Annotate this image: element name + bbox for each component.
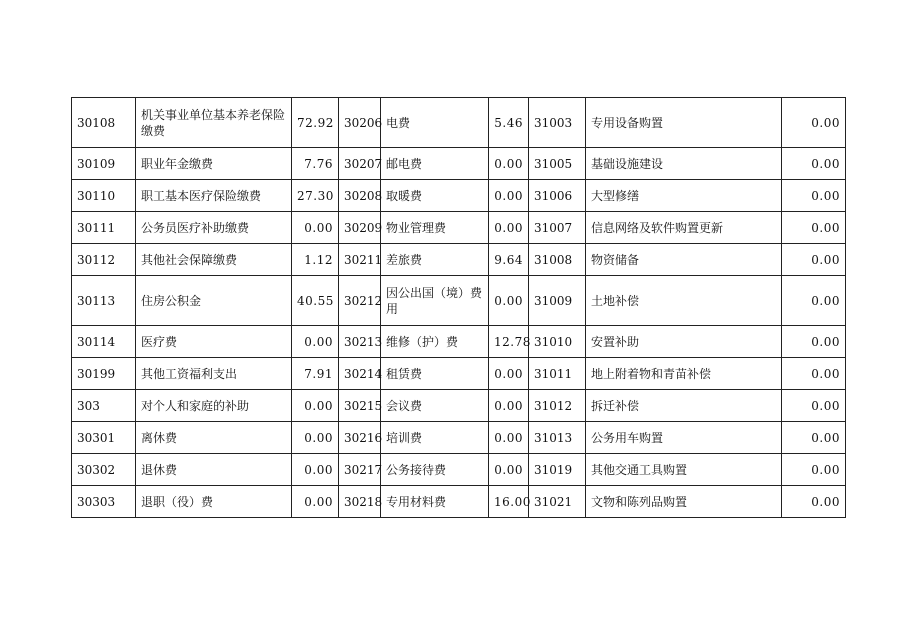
code-cell: 31009 [529, 276, 586, 326]
table-row [72, 180, 846, 212]
amount-cell: 0.00 [782, 148, 846, 180]
code-cell: 31003 [529, 98, 586, 148]
amount-cell: 0.00 [782, 276, 846, 326]
amount-cell: 0.00 [489, 358, 529, 390]
name-cell: 基础设施建设 [586, 148, 782, 180]
code-cell: 30214 [339, 358, 381, 390]
code-cell: 30111 [72, 212, 136, 244]
name-cell: 退休费 [136, 454, 292, 486]
code-cell: 31012 [529, 390, 586, 422]
code-cell: 31011 [529, 358, 586, 390]
name-cell: 取暖费 [381, 180, 489, 212]
code-cell: 30108 [72, 98, 136, 148]
amount-cell: 0.00 [782, 180, 846, 212]
name-cell: 培训费 [381, 422, 489, 454]
amount-cell: 0.00 [292, 212, 339, 244]
code-cell: 30216 [339, 422, 381, 454]
name-cell: 专用材料费 [381, 486, 489, 518]
name-cell: 公务接待费 [381, 454, 489, 486]
code-cell: 30113 [72, 276, 136, 326]
amount-cell: 0.00 [489, 148, 529, 180]
code-cell: 30217 [339, 454, 381, 486]
amount-cell: 0.00 [292, 422, 339, 454]
name-cell: 机关事业单位基本养老保险缴费 [136, 98, 292, 148]
name-cell: 安置补助 [586, 326, 782, 358]
name-cell: 土地补偿 [586, 276, 782, 326]
amount-cell: 0.00 [782, 422, 846, 454]
amount-cell: 0.00 [489, 212, 529, 244]
amount-cell: 27.30 [292, 180, 339, 212]
name-cell: 地上附着物和青苗补偿 [586, 358, 782, 390]
name-cell: 住房公积金 [136, 276, 292, 326]
code-cell: 30218 [339, 486, 381, 518]
amount-cell: 0.00 [292, 390, 339, 422]
name-cell: 物资储备 [586, 244, 782, 276]
code-cell: 30211 [339, 244, 381, 276]
amount-cell: 0.00 [292, 326, 339, 358]
name-cell: 大型修缮 [586, 180, 782, 212]
name-cell: 物业管理费 [381, 212, 489, 244]
amount-cell: 5.46 [489, 98, 529, 148]
amount-cell: 0.00 [782, 244, 846, 276]
name-cell: 因公出国（境）费用 [381, 276, 489, 326]
name-cell: 会议费 [381, 390, 489, 422]
name-cell: 文物和陈列品购置 [586, 486, 782, 518]
name-cell: 职业年金缴费 [136, 148, 292, 180]
code-cell: 30212 [339, 276, 381, 326]
code-cell: 30301 [72, 422, 136, 454]
table-row [72, 244, 846, 276]
amount-cell: 0.00 [489, 180, 529, 212]
amount-cell: 0.00 [782, 358, 846, 390]
expenditure-table [71, 97, 846, 518]
table-row [72, 358, 846, 390]
amount-cell: 0.00 [782, 98, 846, 148]
name-cell: 职工基本医疗保险缴费 [136, 180, 292, 212]
name-cell: 其他交通工具购置 [586, 454, 782, 486]
name-cell: 医疗费 [136, 326, 292, 358]
code-cell: 30207 [339, 148, 381, 180]
table-row [72, 486, 846, 518]
amount-cell: 7.91 [292, 358, 339, 390]
code-cell: 30302 [72, 454, 136, 486]
code-cell: 31005 [529, 148, 586, 180]
code-cell: 30114 [72, 326, 136, 358]
code-cell: 31010 [529, 326, 586, 358]
amount-cell: 0.00 [489, 422, 529, 454]
name-cell: 退职（役）费 [136, 486, 292, 518]
code-cell: 30206 [339, 98, 381, 148]
amount-cell: 0.00 [489, 390, 529, 422]
code-cell: 30213 [339, 326, 381, 358]
code-cell: 30208 [339, 180, 381, 212]
name-cell: 公务用车购置 [586, 422, 782, 454]
amount-cell: 0.00 [782, 326, 846, 358]
table-row [72, 326, 846, 358]
name-cell: 拆迁补偿 [586, 390, 782, 422]
amount-cell: 7.76 [292, 148, 339, 180]
code-cell: 31006 [529, 180, 586, 212]
name-cell: 电费 [381, 98, 489, 148]
table-row [72, 276, 846, 326]
amount-cell: 0.00 [489, 276, 529, 326]
amount-cell: 0.00 [292, 486, 339, 518]
code-cell: 31013 [529, 422, 586, 454]
amount-cell: 40.55 [292, 276, 339, 326]
amount-cell: 1.12 [292, 244, 339, 276]
code-cell: 303 [72, 390, 136, 422]
table-row [72, 98, 846, 148]
name-cell: 其他工资福利支出 [136, 358, 292, 390]
name-cell: 信息网络及软件购置更新 [586, 212, 782, 244]
amount-cell: 16.00 [489, 486, 529, 518]
amount-cell: 9.64 [489, 244, 529, 276]
code-cell: 31007 [529, 212, 586, 244]
code-cell: 30110 [72, 180, 136, 212]
amount-cell: 72.92 [292, 98, 339, 148]
code-cell: 30303 [72, 486, 136, 518]
code-cell: 30215 [339, 390, 381, 422]
code-cell: 30199 [72, 358, 136, 390]
table-row [72, 454, 846, 486]
name-cell: 对个人和家庭的补助 [136, 390, 292, 422]
name-cell: 邮电费 [381, 148, 489, 180]
name-cell: 其他社会保障缴费 [136, 244, 292, 276]
code-cell: 30112 [72, 244, 136, 276]
name-cell: 差旅费 [381, 244, 489, 276]
amount-cell: 0.00 [782, 454, 846, 486]
amount-cell: 12.78 [489, 326, 529, 358]
code-cell: 31008 [529, 244, 586, 276]
table-row [72, 390, 846, 422]
amount-cell: 0.00 [489, 454, 529, 486]
amount-cell: 0.00 [782, 390, 846, 422]
name-cell: 公务员医疗补助缴费 [136, 212, 292, 244]
table-row [72, 148, 846, 180]
amount-cell: 0.00 [782, 212, 846, 244]
name-cell: 维修（护）费 [381, 326, 489, 358]
code-cell: 30109 [72, 148, 136, 180]
name-cell: 离休费 [136, 422, 292, 454]
name-cell: 专用设备购置 [586, 98, 782, 148]
table-row [72, 422, 846, 454]
table-row [72, 212, 846, 244]
name-cell: 租赁费 [381, 358, 489, 390]
amount-cell: 0.00 [292, 454, 339, 486]
code-cell: 30209 [339, 212, 381, 244]
amount-cell: 0.00 [782, 486, 846, 518]
code-cell: 31021 [529, 486, 586, 518]
code-cell: 31019 [529, 454, 586, 486]
